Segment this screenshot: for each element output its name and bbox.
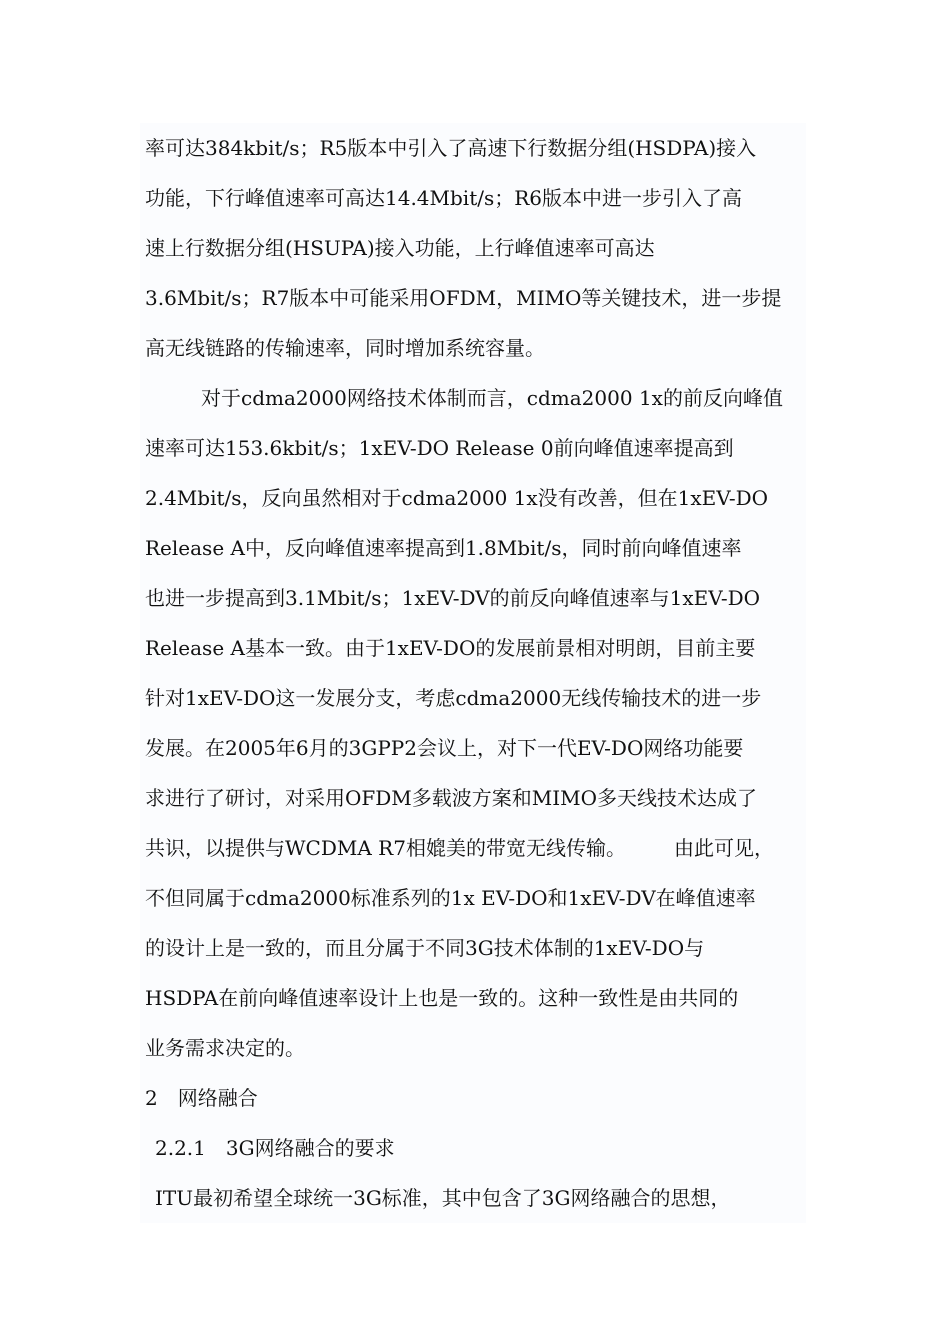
text-line: 不但同属于cdma2000标准系列的1x EV-DO和1xEV-DV在峰值速率 — [145, 886, 756, 910]
text-line: 求进行了研讨，对采用OFDM多载波方案和MIMO多天线技术达成了 — [145, 786, 758, 810]
text-line-split — [140, 823, 806, 873]
text-line: 率可达384kbit/s；R5版本中引入了高速下行数据分组(HSDPA)接入 — [145, 136, 757, 160]
text-line: 3.6Mbit/s；R7版本中可能采用OFDM，MIMO等关键技术，进一步提 — [145, 286, 782, 310]
text-line: 速率可达153.6kbit/s；1xEV-DO Release 0前向峰值速率提高到 — [145, 436, 734, 460]
text-line: HSDPA在前向峰值速率设计上也是一致的。这种一致性是由共同的 — [145, 986, 739, 1010]
document-body — [140, 123, 806, 1223]
text-line: Release A中，反向峰值速率提高到1.8Mbit/s，同时前向峰值速率 — [145, 536, 742, 560]
text-line: 功能，下行峰值速率可高达14.4Mbit/s；R6版本中进一步引入了高 — [145, 186, 743, 210]
section-heading: 2 网络融合 — [145, 1086, 258, 1110]
text-line: 发展。在2005年6月的3GPP2会议上，对下一代EV-DO网络功能要 — [145, 736, 744, 760]
text-line: 业务需求决定的。 — [145, 1036, 305, 1060]
text-segment: 共识，以提供与WCDMA R7相媲美的带宽无线传输。 — [145, 836, 626, 860]
text-line: 的设计上是一致的，而且分属于不同3G技术体制的1xEV-DO与 — [145, 936, 705, 960]
text-line: 2.4Mbit/s，反向虽然相对于cdma2000 1x没有改善，但在1xEV-DO — [145, 486, 769, 510]
subsection-heading: 2.2.1 3G网络融合的要求 — [155, 1136, 395, 1160]
text-line: Release A基本一致。由于1xEV-DO的发展前景相对明朗，目前主要 — [145, 636, 756, 660]
text-line: 高无线链路的传输速率，同时增加系统容量。 — [145, 336, 545, 360]
text-line: 速上行数据分组(HSUPA)接入功能，上行峰值速率可高达 — [145, 236, 655, 260]
text-line: 也进一步提高到3.1Mbit/s；1xEV-DV的前反向峰值速率与1xEV-DO — [145, 586, 761, 610]
text-segment: 由此可见， — [673, 836, 774, 860]
paragraph-first-line: 对于cdma2000网络技术体制而言，cdma2000 1x的前反向峰值 — [201, 386, 783, 410]
text-line: ITU最初希望全球统一3G标准，其中包含了3G网络融合的思想， — [155, 1186, 731, 1210]
text-line: 针对1xEV-DO这一发展分支，考虑cdma2000无线传输技术的进一步 — [145, 686, 762, 710]
